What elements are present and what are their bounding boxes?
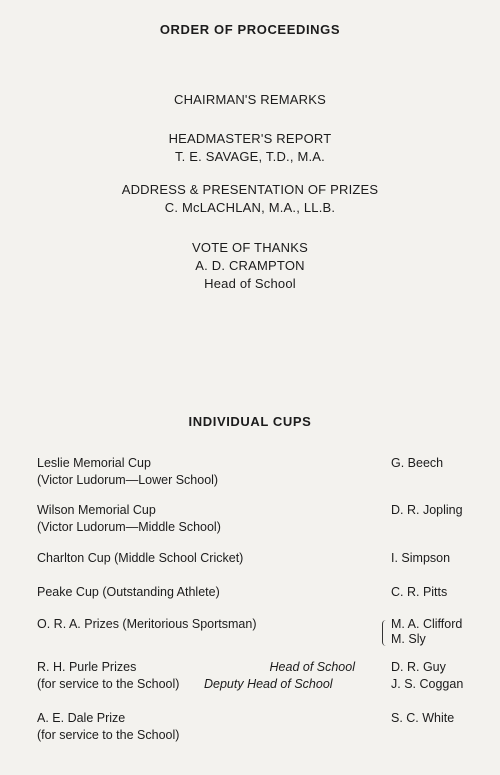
cup-row xyxy=(0,455,500,495)
cup-row xyxy=(0,710,500,750)
cup-name: Charlton Cup (Middle School Cricket) xyxy=(37,551,244,565)
proceedings-line: C. McLACHLAN, M.A., LL.B. xyxy=(164,200,336,215)
cup-subtitle: (for service to the School) xyxy=(37,728,180,742)
cup-subtitle: (Victor Ludorum—Middle School) xyxy=(37,520,221,534)
proceedings-item xyxy=(0,130,500,166)
proceedings-line: T. E. SAVAGE, T.D., M.A. xyxy=(174,149,325,164)
proceedings-item xyxy=(0,181,500,217)
proceedings-line: A. D. CRAMPTON xyxy=(195,258,305,273)
prize-role: Deputy Head of School xyxy=(204,677,333,691)
cup-winner: G. Beech xyxy=(391,456,444,470)
proceedings-line: HEADMASTER'S REPORT xyxy=(168,131,332,146)
cup-winner: J. S. Coggan xyxy=(391,677,464,691)
proceedings-item xyxy=(0,91,500,109)
cup-winner: C. R. Pitts xyxy=(391,585,448,599)
cup-winner: S. C. White xyxy=(391,711,455,725)
cup-row xyxy=(0,502,500,542)
cup-winner: M. Sly xyxy=(391,632,426,646)
cup-winner: M. A. Clifford xyxy=(391,617,463,631)
cup-name: A. E. Dale Prize xyxy=(37,711,126,725)
proceedings-heading: ORDER OF PROCEEDINGS xyxy=(159,22,341,37)
proceedings-item xyxy=(0,239,500,293)
proceedings-line: VOTE OF THANKS xyxy=(192,240,308,255)
cup-winner: I. Simpson xyxy=(391,551,451,565)
cup-name: O. R. A. Prizes (Meritorious Sportsman) xyxy=(37,617,257,631)
winners-bracket xyxy=(382,620,386,646)
cup-row xyxy=(0,659,500,699)
prize-role: Head of School xyxy=(269,660,355,674)
cup-row xyxy=(0,616,500,656)
cup-name: R. H. Purle Prizes xyxy=(37,660,137,674)
cup-winner: D. R. Jopling xyxy=(391,503,463,517)
cups-heading: INDIVIDUAL CUPS xyxy=(188,414,312,429)
proceedings-line: Head of School xyxy=(204,276,296,291)
cup-name: Leslie Memorial Cup xyxy=(37,456,151,470)
cup-name: Wilson Memorial Cup xyxy=(37,503,156,517)
cup-subtitle: (for service to the School) xyxy=(37,677,180,691)
cup-name: Peake Cup (Outstanding Athlete) xyxy=(37,585,220,599)
cup-winner: D. R. Guy xyxy=(391,660,446,674)
proceedings-line: ADDRESS & PRESENTATION OF PRIZES xyxy=(121,182,379,197)
cup-subtitle: (Victor Ludorum—Lower School) xyxy=(37,473,219,487)
proceedings-line: CHAIRMAN'S REMARKS xyxy=(174,92,326,107)
